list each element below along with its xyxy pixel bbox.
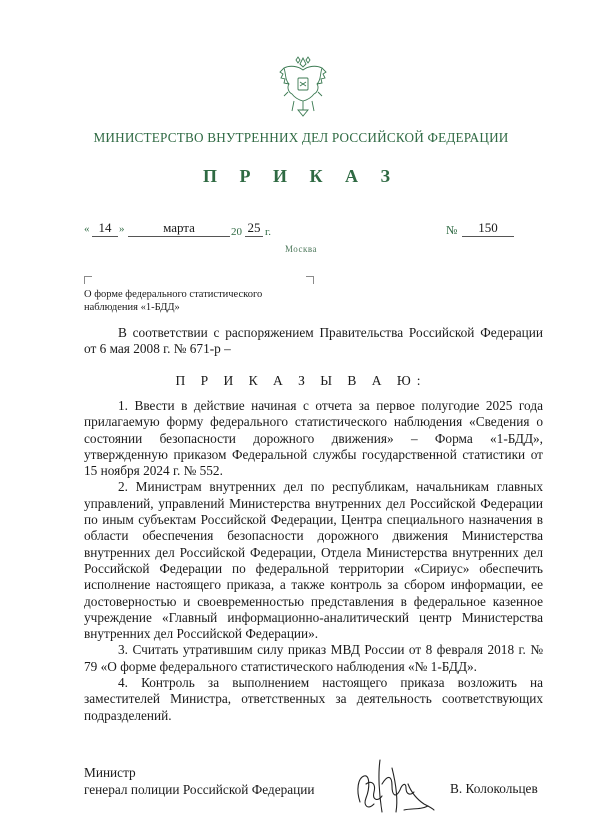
document-type-title: П Р И К А З — [202, 166, 400, 186]
date-year-prefix: 20 — [231, 226, 242, 238]
preamble — [84, 325, 543, 358]
order-items — [84, 398, 543, 724]
signatory-position — [84, 764, 315, 798]
date-close-quote: » — [119, 223, 125, 235]
date-month: марта — [128, 220, 230, 237]
date-year-abbr: г. — [265, 226, 272, 238]
order-item-1: 1. Ввести в действие начиная с отчета за первое полугодие 2025 года прилагаемую форму федерального статистического наблюдения «Сведения о состоянии безопасности дорожного движения» – Форма «1-БДД», утвержденную приказом Федеральной службы государственной статистики от 15 ноября 2024 г. № 552. — [84, 398, 543, 479]
signatory-position-line2: генерал полиции Российской Федерации — [84, 782, 315, 797]
date-number-row — [84, 220, 524, 242]
date-year: 25 — [245, 220, 263, 237]
order-item-2: 2. Министрам внутренних дел по республикам, начальникам главных управлений, управлений Министерства внутренних дел Российской Федерации по иным субъектам Российской Федерации, Центра специального назначения в области обеспечения безопасности дорожного движения Министерства внутренних дел Российской Федерации, Отдела Министерства внутренних дел Российской Федерации по федеральной территории «Сириус» обеспечить исполнение настоящего приказа, а также контроль за сбором информации, ее достоверностью и своевременностью представления в федеральное казенное учреждение «Главный информационно-аналитический центр Министерства внутренних дел Российской Федерации». — [84, 479, 543, 642]
order-subject: О форме федерального статистического наблюдения «1-БДД» — [84, 289, 263, 313]
order-number: 150 — [462, 220, 514, 237]
order-item-4: 4. Контроль за выполнением настоящего приказа возложить на заместителей Министра, ответственных за деятельность соответствующих подразделений. — [84, 675, 543, 723]
coat-of-arms-emblem — [276, 56, 330, 118]
signatory-name: В. Колокольцев — [450, 781, 538, 796]
order-item-3: 3. Считать утратившим силу приказ МВД России от 8 февраля 2018 г. № 79 «О форме федерального статистического наблюдения «№ 1-БДД». — [84, 642, 543, 674]
date-open-quote: « — [84, 223, 90, 235]
city-name: Москва — [285, 244, 317, 254]
date-day: 14 — [92, 220, 118, 237]
handwritten-signature — [346, 754, 438, 818]
order-heading: П Р И К А З Ы В А Ю: — [175, 373, 427, 388]
signatory-position-line1: Министр — [84, 765, 136, 780]
subject-corner-left — [84, 276, 92, 284]
preamble-text: В соответствии с распоряжением Правительства Российской Федерации от 6 мая 2008 г. № 671-р – — [84, 325, 543, 357]
subject-corner-right — [306, 276, 314, 284]
ministry-name: МИНИСТЕРСТВО ВНУТРЕННИХ ДЕЛ РОССИЙСКОЙ ФЕДЕРАЦИИ — [93, 130, 509, 145]
number-sign: № — [446, 223, 458, 237]
